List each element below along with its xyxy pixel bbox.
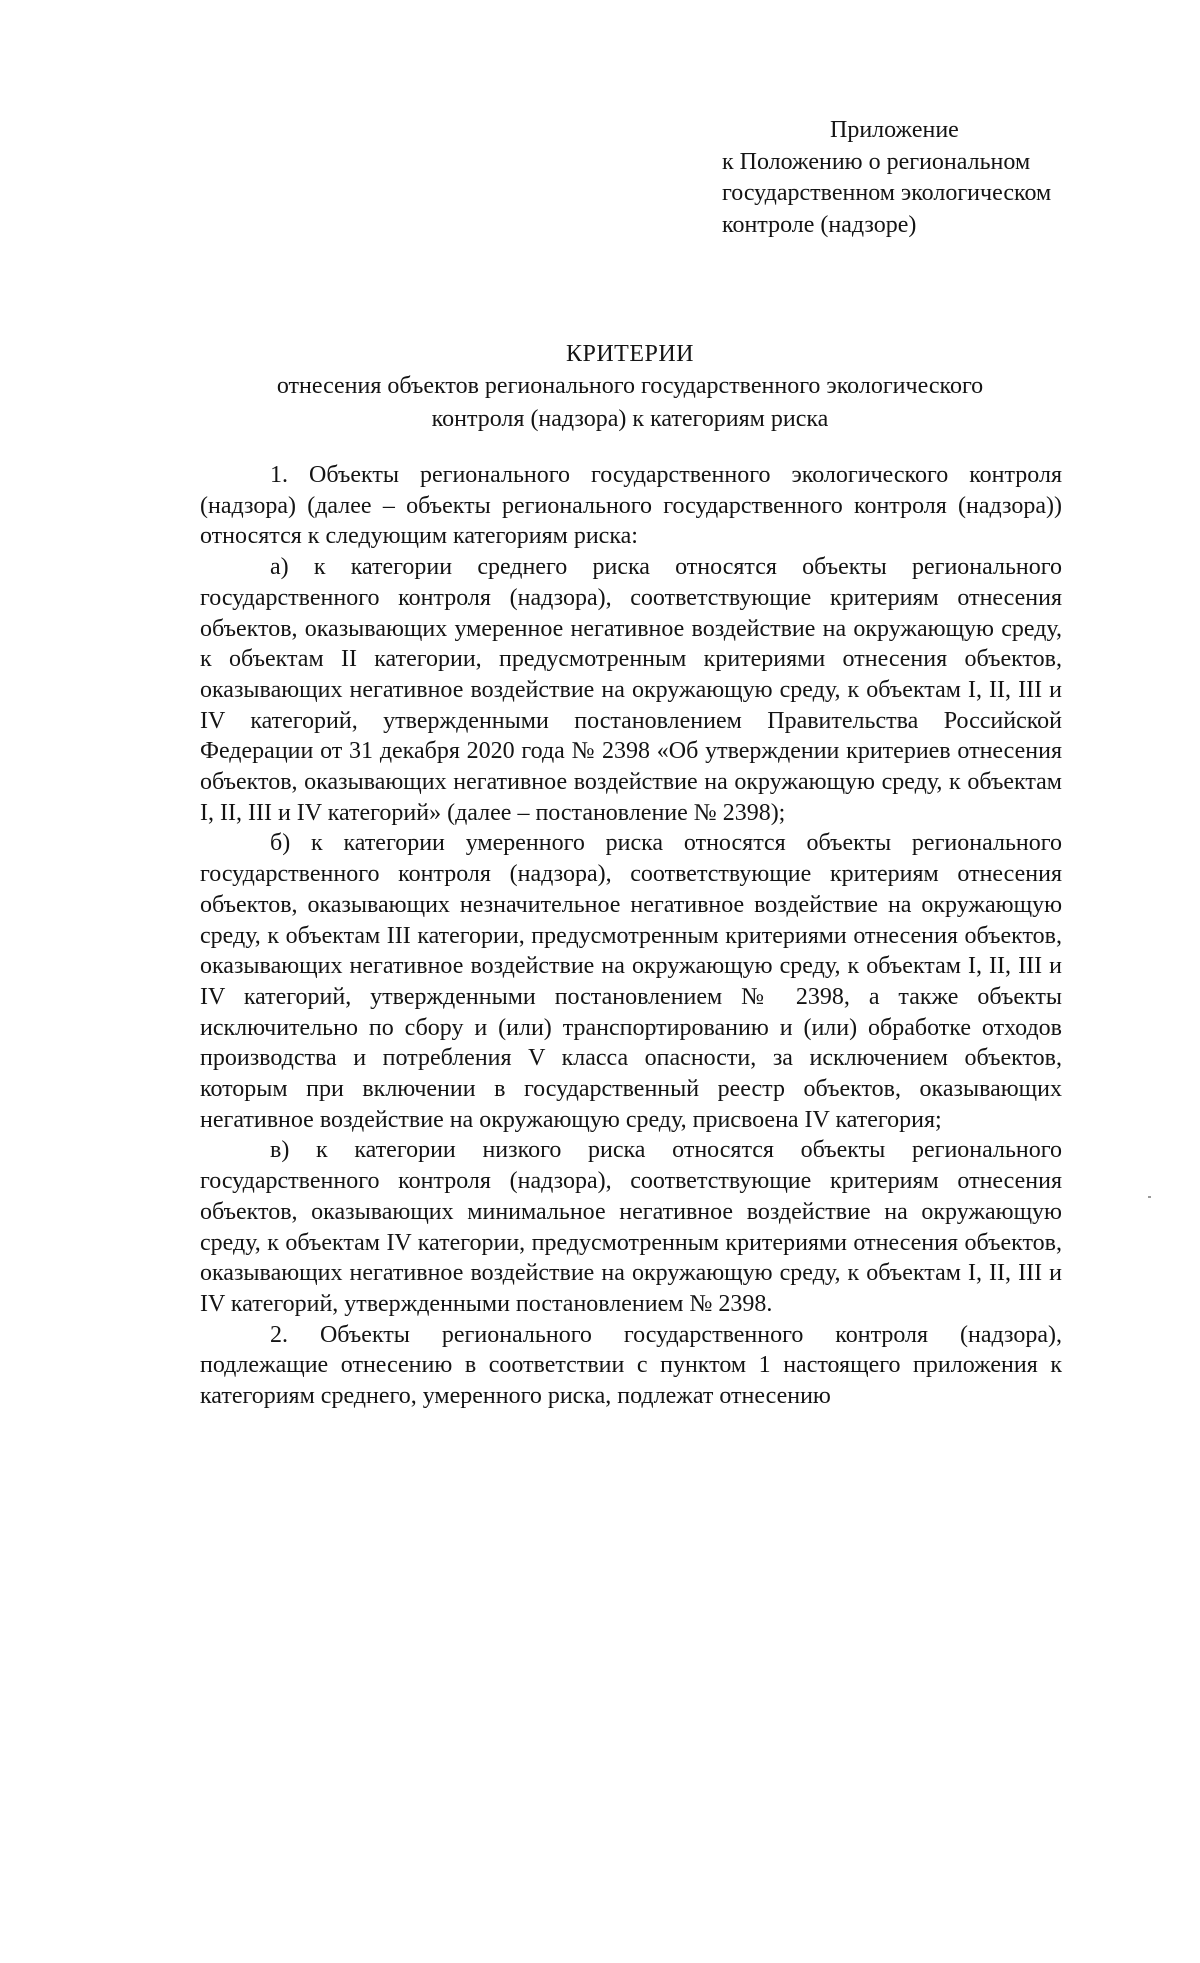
paragraph-1b: б) к категории умеренного риска относятся объекты регионального государственного контроля (надзора), соответствующие критериям отнесения объектов, оказывающих незначительное негативное воздействие на окружающую среду, к объектам III категории, предусмотренным критериями отнесения объектов, оказывающих негативное воздействие на окружающую среду, к объектам I, II, III и IV категорий, утвержденными постановлением № 2398, а также объекты исключительно по сбору и (или) транспортированию и (или) обработке отходов производства и потребления V класса опасности, за исключением объектов, которым при включении в государственный реестр объектов, оказывающих негативное воздействие на окружающую среду, присвоена IV категория; — [200, 830, 1062, 1133]
appendix-title: Приложение — [830, 117, 959, 143]
document-body — [200, 460, 1062, 1412]
document-subtitle: отнесения объектов регионального государственного экологического — [276, 373, 984, 399]
appendix-line: государственном экологическом — [722, 180, 1052, 206]
paragraph-1a: а) к категории среднего риска относятся объекты регионального государственного контроля (надзора), соответствующие критериям отнесения объектов, оказывающих умеренное негативное воздействие на окружающую среду, к объектам II категории, предусмотренным критериями отнесения объектов, оказывающих негативное воздействие на окружающую среду, к объектам I, II, III и IV категорий, утвержденными постановлением Правительства Российской Федерации от 31 декабря 2020 года № 2398 «Об утверждении критериев отнесения объектов, оказывающих негативное воздействие на окружающую среду, к объектам I, II, III и IV категорий» (далее – постановление № 2398); — [200, 554, 1062, 826]
appendix-line: к Положению о региональном — [722, 148, 1031, 175]
appendix-line: контроле (надзоре) — [722, 211, 917, 238]
paragraph-1c: в) к категории низкого риска относятся объекты регионального государственного контроля (надзора), соответствующие критериям отнесения объектов, оказывающих минимальное негативное воздействие на окружающую среду, к объектам IV категории, предусмотренным критериями отнесения объектов, оказывающих негативное воздействие на окружающую среду, к объектам I, II, III и IV категорий, утвержденными постановлением № 2398. — [200, 1137, 1062, 1317]
paragraph-2: 2. Объекты регионального государственного контроля (надзора), подлежащие отнесению в соответствии с пунктом 1 настоящего приложения к категориям среднего, умеренного риска, подлежат отнесению — [200, 1321, 1062, 1410]
document-subtitle: контроля (надзора) к категориям риска — [431, 405, 829, 432]
scan-speck — [1148, 1196, 1151, 1198]
paragraph-1: 1. Объекты регионального государственного экологического контроля (надзора) (далее – объекты регионального государственного контроля (надзора)) относятся к следующим категориям риска: — [200, 462, 1062, 550]
document-heading — [200, 338, 1060, 435]
document-title: КРИТЕРИИ — [565, 341, 695, 367]
appendix-header — [722, 115, 1051, 241]
